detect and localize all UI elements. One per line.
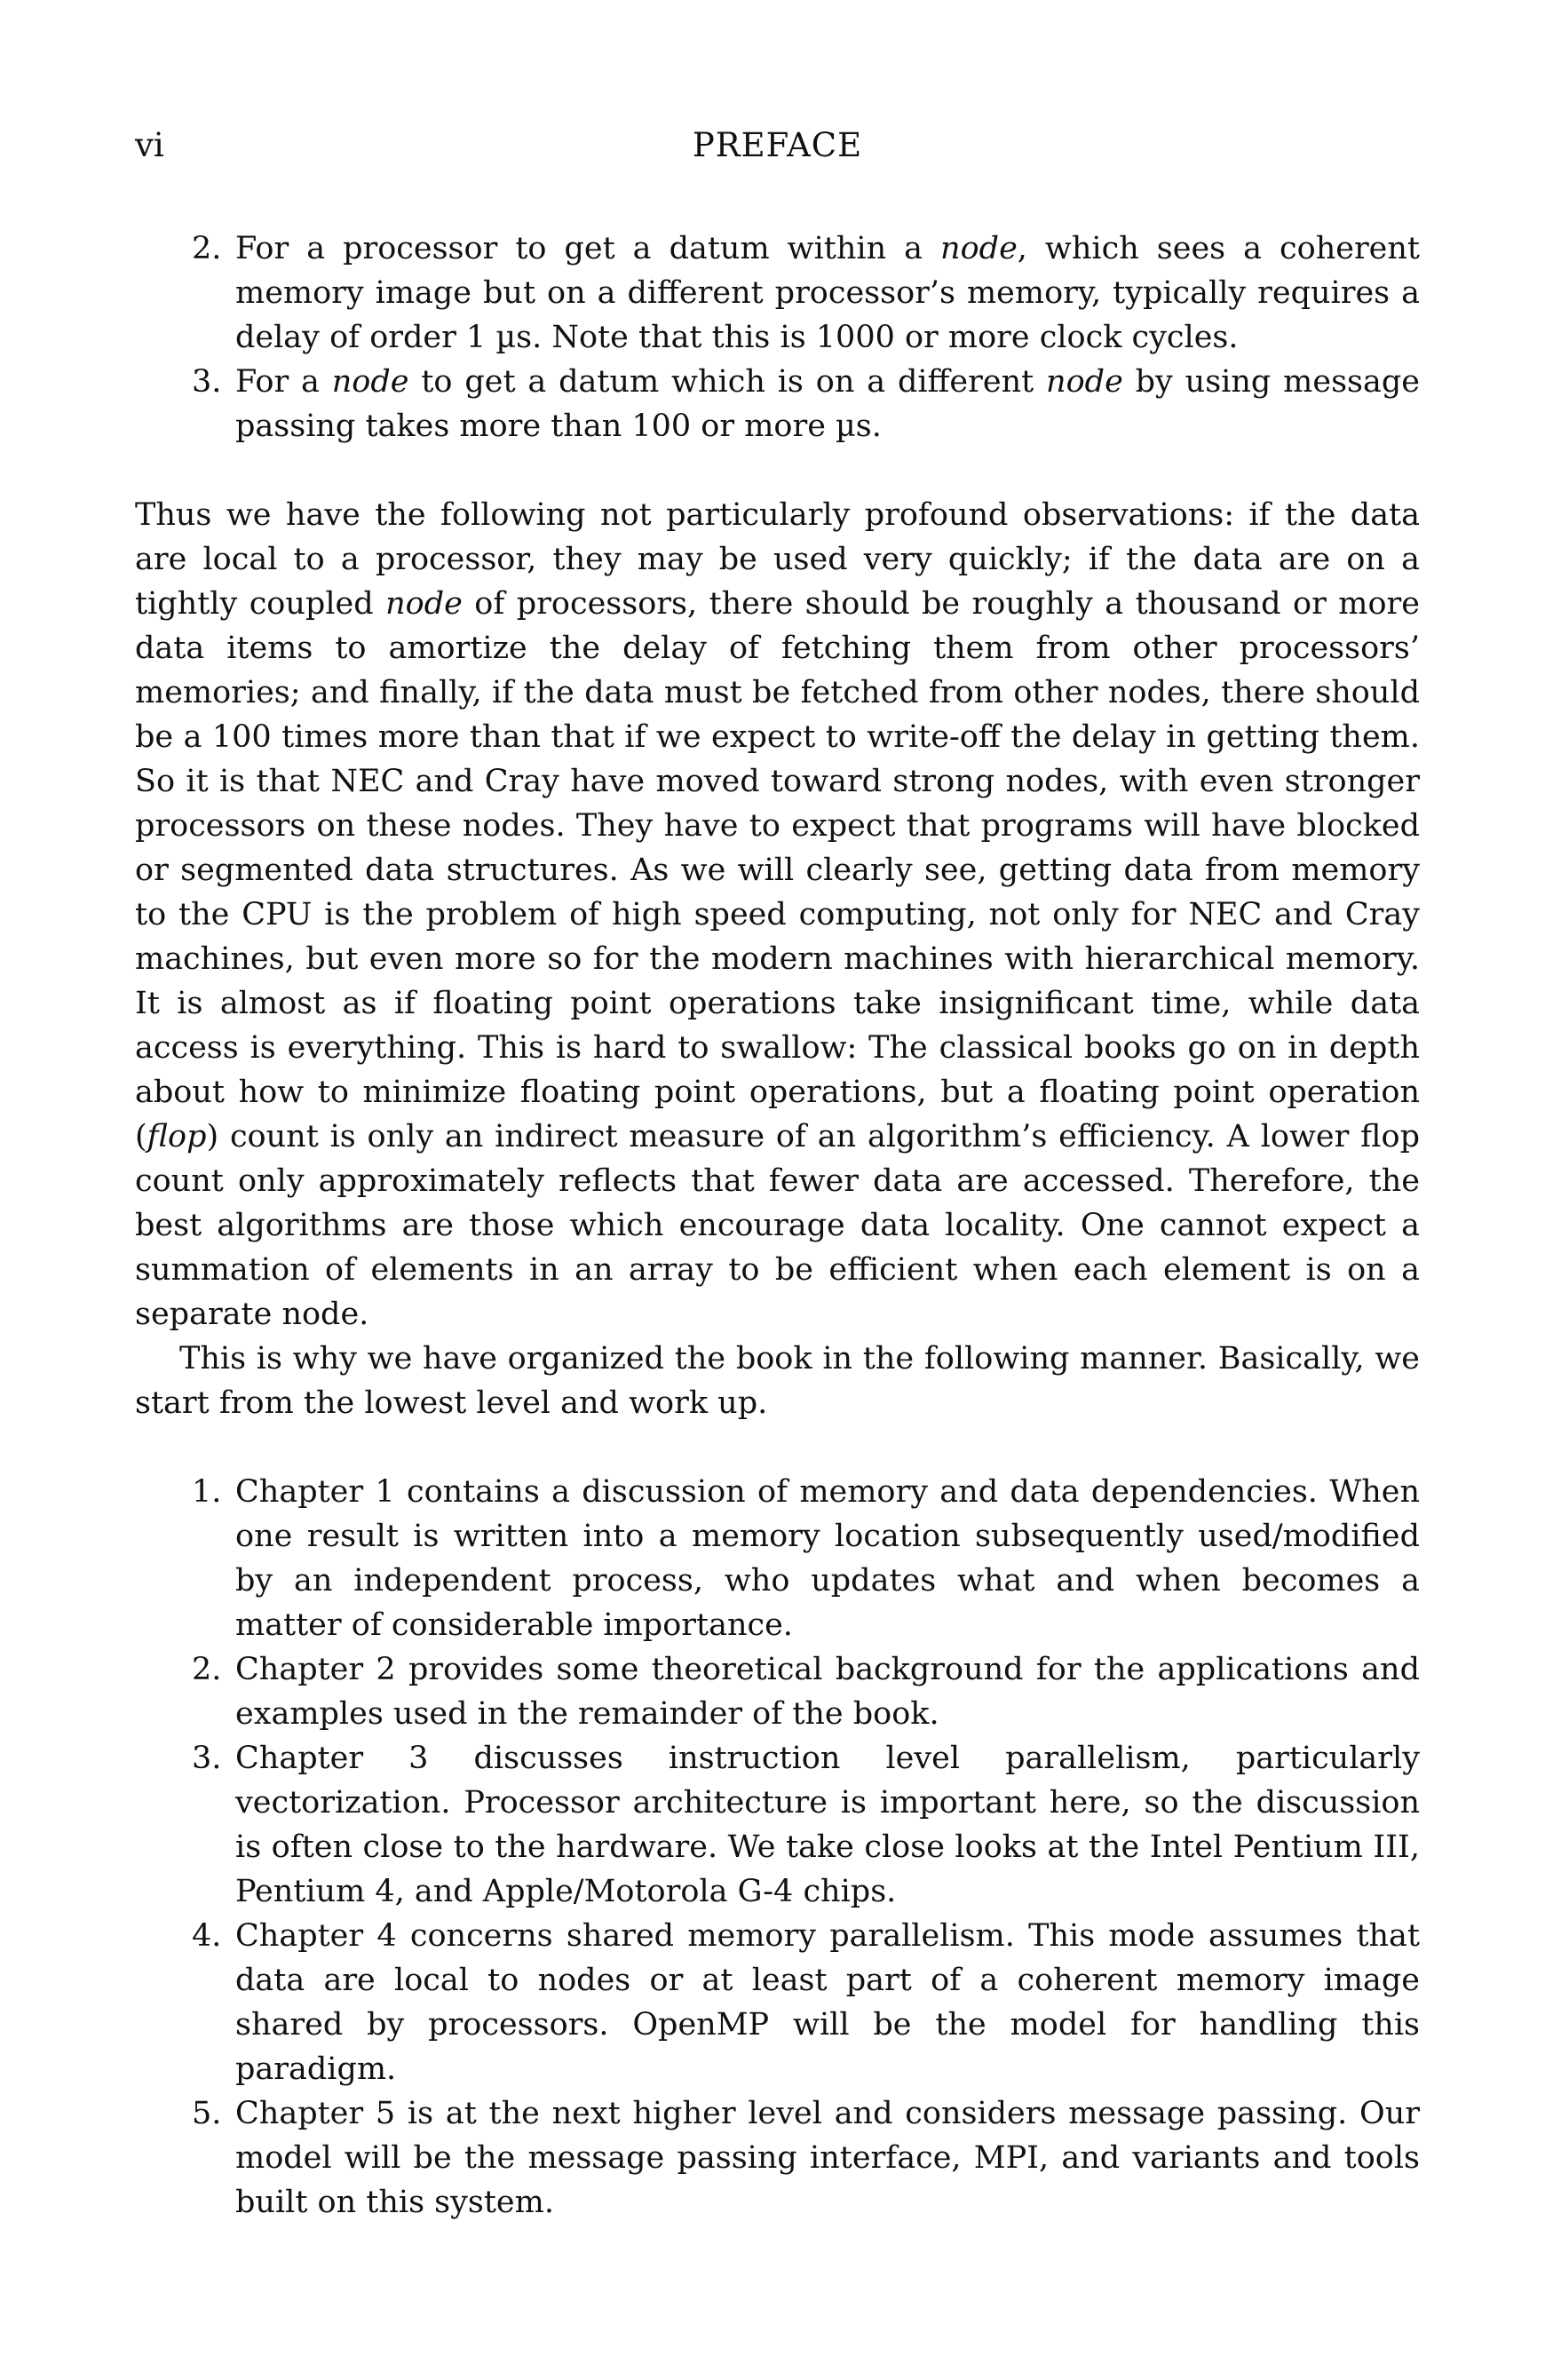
list-item-text: Chapter 5 is at the next higher level and considers message passing. Our model will be the message passing interface, MPI, and variants and tools built on this system. xyxy=(235,2096,1420,2220)
list-item-text: , which sees a coherent memory image but on a different processor’s memory, typically requires a delay of order 1 µs. Note that this is 1000 or more clock cycles. xyxy=(235,231,1420,355)
list-item-text: For a xyxy=(235,364,332,400)
top-list xyxy=(135,226,1420,448)
list-item-number: 1. xyxy=(192,1474,222,1510)
emphasis-term: node xyxy=(385,586,463,622)
emphasis-term: node xyxy=(331,364,409,400)
list-item-number: 2. xyxy=(192,1652,222,1687)
list-item-number: 3. xyxy=(192,364,222,400)
list-item-number: 4. xyxy=(192,1918,222,1954)
list-item-text: Chapter 1 contains a discussion of memory and data dependencies. When one result is written into a memory location subsequently used/modified by an independent process, who updates what and when becomes a matter of considerable importance. xyxy=(235,1474,1420,1643)
chapter-list xyxy=(135,1470,1420,2225)
list-item xyxy=(135,226,1420,360)
paragraph-organization: This is why we have organized the book in the following manner. Basically, we start from the lowest level and work up. xyxy=(135,1341,1420,1421)
list-item-text: Chapter 4 concerns shared memory parallelism. This mode assumes that data are local to nodes or at least part of a coherent memory image shared by processors. OpenMP will be the model for handling this paradigm. xyxy=(235,1918,1420,2087)
list-item xyxy=(135,2091,1420,2225)
list-item-text: Chapter 3 discusses instruction level parallelism, particularly vectorization. Processor architecture is important here, so the discussion is often close to the hardware. We take close looks at the Intel Pentium III, Pentium 4, and Apple/Motorola G-4 chips. xyxy=(235,1741,1420,1909)
running-title: PREFACE xyxy=(692,126,863,164)
list-item-number: 3. xyxy=(192,1741,222,1776)
list-item xyxy=(135,360,1420,448)
page-body xyxy=(135,226,1420,2225)
emphasis-term: node xyxy=(1046,364,1123,400)
list-item xyxy=(135,1470,1420,1647)
page-number: vi xyxy=(135,126,164,164)
paragraph-text: ) count is only an indirect measure of an algorithm’s efficiency. A lower flop count only approximately reflects that fewer data are accessed. Therefore, the best algorithms are those which encourage data locality. One cannot expect a summation of elements in an array to be efficient when each element is on a separate node. xyxy=(135,1119,1420,1332)
list-item-text: For a processor to get a datum within a xyxy=(235,231,941,266)
paragraph-text: Thus we have the following not particularly profound observations: if the data are local to a processor, they may be used very quickly; if the data are on a tightly coupled xyxy=(135,497,1420,622)
list-item-number: 2. xyxy=(192,231,222,266)
list-item-text: to get a datum which is on a different xyxy=(408,364,1047,400)
emphasis-term: flop xyxy=(147,1119,207,1154)
list-item xyxy=(135,1914,1420,2091)
page-header xyxy=(135,126,1420,171)
paragraph-text: of processors, there should be roughly a thousand or more data items to amortize the delay of fetching them from other processors’ memories; and finally, if the data must be fetched from other nodes, there should be a 100 times more than that if we expect to write-off the delay in getting them. So it is that NEC and Cray have moved toward strong nodes, with even stronger processors on these nodes. They have to expect that programs will have blocked or segmented data structures. As we will clearly see, getting data from memory to the CPU is the problem of high speed computing, not only for NEC and Cray machines, but even more so for the modern machines with hierarchical memory. It is almost as if floating point operations take insignificant time, while data access is everything. This is hard to swallow: The classical books go on in depth about how to minimize floating point operations, but a floating point operation ( xyxy=(135,586,1420,1154)
list-item-text: Chapter 2 provides some theoretical background for the applications and examples used in the remainder of the book. xyxy=(235,1652,1420,1732)
list-item-text: by using message passing takes more than 100 or more µs. xyxy=(235,364,1420,444)
list-item xyxy=(135,1736,1420,1914)
list-item-number: 5. xyxy=(192,2096,222,2131)
list-item xyxy=(135,1647,1420,1736)
emphasis-term: node xyxy=(940,231,1018,266)
paragraph-observations xyxy=(135,493,1420,1337)
